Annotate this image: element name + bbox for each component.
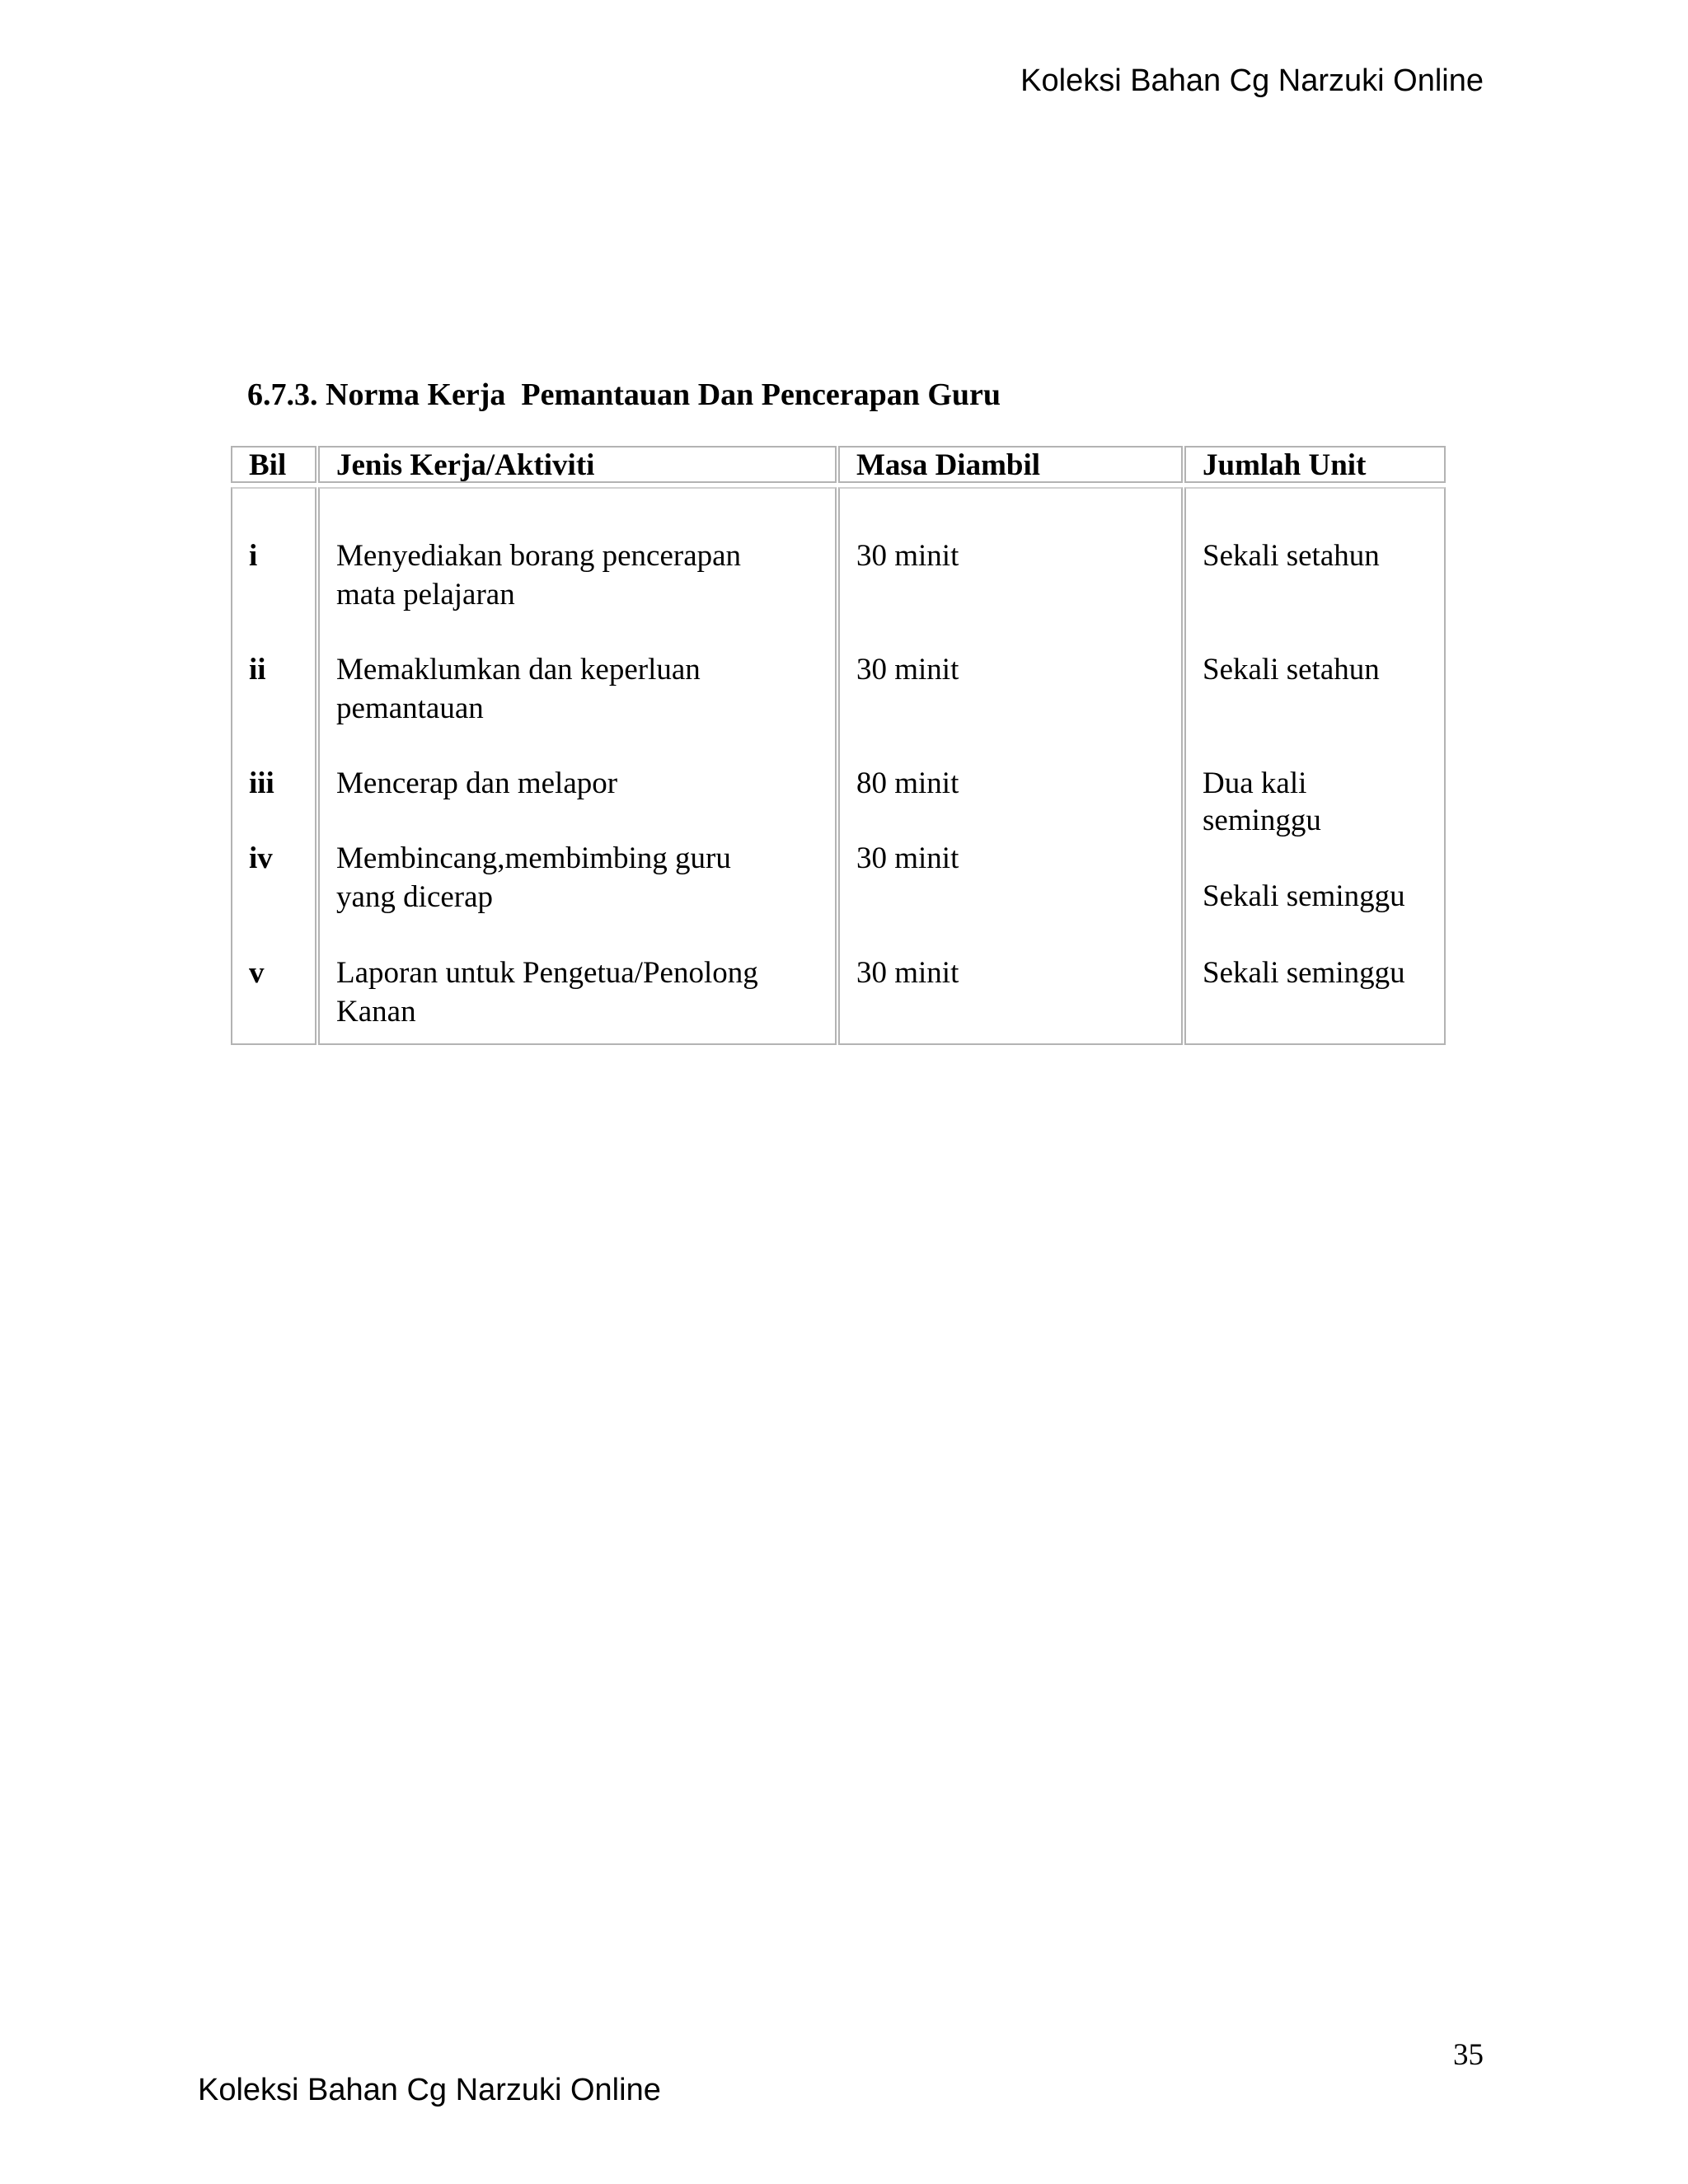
row-5-bil: v <box>249 956 265 990</box>
body-jenis <box>318 487 837 1045</box>
page-number: 35 <box>1453 2038 1484 2072</box>
header-masa: Masa Diambil <box>838 446 1183 483</box>
row-3-jumlah-line-1: Dua kali <box>1203 766 1307 800</box>
row-5-jumlah-line-1: Sekali seminggu <box>1203 956 1405 990</box>
row-2-bil: ii <box>249 653 266 687</box>
row-3-bil: iii <box>249 766 274 800</box>
header-bil: Bil <box>231 446 316 483</box>
row-4-masa: 30 minit <box>856 841 959 875</box>
row-3-jumlah-line-2: seminggu <box>1203 804 1321 837</box>
row-5-jenis-line-2: Kanan <box>336 995 416 1029</box>
row-2-jumlah-line-1: Sekali setahun <box>1203 653 1380 687</box>
row-4-bil: iv <box>249 841 273 875</box>
row-5-jenis-line-1: Laporan untuk Pengetua/Penolong <box>336 956 758 990</box>
body-masa <box>838 487 1183 1045</box>
column-bil <box>231 446 316 1045</box>
row-3-masa: 80 minit <box>856 766 959 800</box>
row-1-jenis-line-2: mata pelajaran <box>336 578 515 612</box>
row-4-jumlah-line-1: Sekali seminggu <box>1203 879 1405 913</box>
column-jenis <box>318 446 837 1045</box>
row-2-jenis-line-1: Memaklumkan dan keperluan <box>336 653 701 687</box>
page-header: Koleksi Bahan Cg Narzuki Online <box>1020 63 1484 98</box>
row-1-masa: 30 minit <box>856 539 959 573</box>
header-jenis: Jenis Kerja/Aktiviti <box>318 446 837 483</box>
row-1-jumlah-line-1: Sekali setahun <box>1203 539 1380 573</box>
row-2-jenis-line-2: pemantauan <box>336 691 484 725</box>
row-4-jenis-line-2: yang dicerap <box>336 880 494 914</box>
section-title: 6.7.3. Norma Kerja Pemantauan Dan Pencerapan Guru <box>247 377 1001 412</box>
row-1-jenis-line-1: Menyediakan borang pencerapan <box>336 539 742 573</box>
row-1-bil: i <box>249 539 258 573</box>
page-footer: Koleksi Bahan Cg Narzuki Online <box>198 2073 661 2107</box>
column-masa <box>838 446 1183 1045</box>
row-3-jenis-line-1: Mencerap dan melapor <box>336 766 618 800</box>
header-jumlah: Jumlah Unit <box>1184 446 1446 483</box>
row-5-masa: 30 minit <box>856 956 959 990</box>
row-2-masa: 30 minit <box>856 653 959 687</box>
column-jumlah <box>1184 446 1446 1045</box>
work-norm-table <box>231 446 1446 1045</box>
body-jumlah <box>1184 487 1446 1045</box>
row-4-jenis-line-1: Membincang,membimbing guru <box>336 841 731 875</box>
body-bil <box>231 487 316 1045</box>
